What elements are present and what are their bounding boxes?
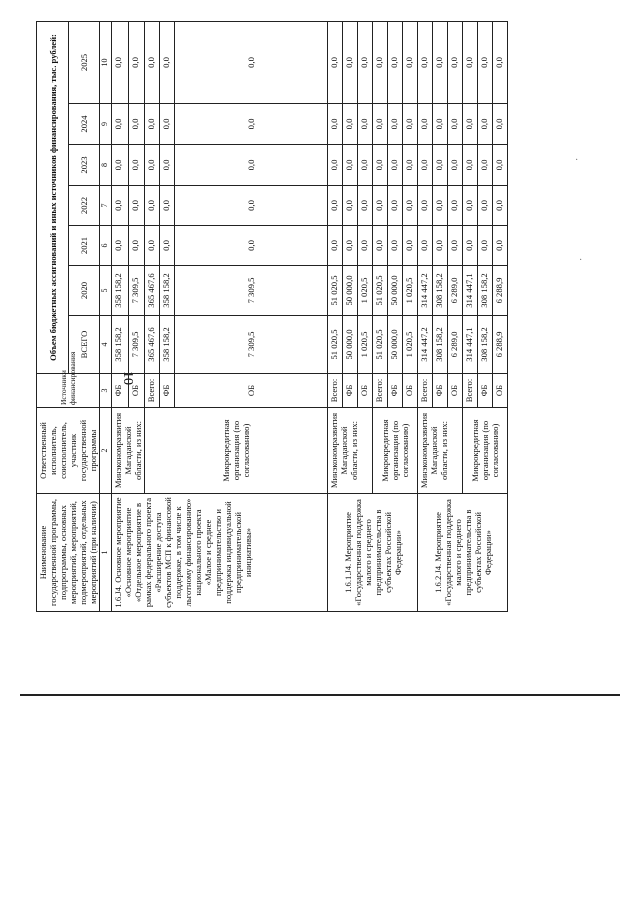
value-cell: 314 447,1 [463, 316, 478, 374]
value-cell: 0,0 [433, 145, 448, 186]
value-cell: 0,0 [358, 104, 373, 145]
value-cell: 6 288,9 [493, 266, 508, 316]
source-cell: ОБ [493, 374, 508, 408]
value-cell: 0,0 [328, 186, 343, 226]
index-cell: 3 [100, 374, 112, 408]
index-cell: 1 [100, 494, 112, 612]
value-cell: 308 158,2 [478, 316, 493, 374]
source-cell: Всего: [145, 374, 160, 408]
value-cell: 0,0 [418, 145, 433, 186]
value-cell: 51 020,5 [328, 316, 343, 374]
value-cell: 0,0 [328, 22, 343, 104]
value-cell: 0,0 [128, 226, 145, 266]
value-cell: 0,0 [145, 145, 160, 186]
value-cell: 50 000,0 [343, 266, 358, 316]
index-cell: 4 [100, 316, 112, 374]
value-cell: 51 020,5 [373, 266, 388, 316]
value-cell: 0,0 [478, 186, 493, 226]
page-number: 10 [120, 371, 135, 385]
source-cell: ФБ [433, 374, 448, 408]
value-cell: 0,0 [145, 22, 160, 104]
value-cell: 0,0 [160, 22, 175, 104]
value-cell: 365 467,6 [145, 316, 160, 374]
value-cell: 0,0 [112, 226, 129, 266]
value-cell: 7 309,5 [128, 316, 145, 374]
value-cell: 358 158,2 [112, 266, 129, 316]
value-cell: 1 020,5 [358, 316, 373, 374]
value-cell: 0,0 [493, 22, 508, 104]
table-row [418, 22, 433, 612]
value-cell: 6 288,9 [493, 316, 508, 374]
index-cell: 7 [100, 186, 112, 226]
value-cell: 0,0 [128, 104, 145, 145]
value-cell: 1 020,5 [358, 266, 373, 316]
value-cell: 0,0 [493, 186, 508, 226]
year-header: ВСЕГО [69, 316, 100, 374]
value-cell: 0,0 [433, 186, 448, 226]
value-cell: 314 447,2 [418, 316, 433, 374]
value-cell: 0,0 [343, 145, 358, 186]
value-cell: 0,0 [175, 104, 328, 145]
financing-table [36, 21, 508, 612]
value-cell: 0,0 [433, 226, 448, 266]
year-header: 2020 [69, 266, 100, 316]
value-cell: 0,0 [373, 22, 388, 104]
value-cell: 0,0 [343, 22, 358, 104]
col-name-header: Наименование государственной программы, подпрограммы, основных мероприятий, мероприятий, подмероприятий, отдельных мероприятий (при наличии) [37, 494, 100, 612]
value-cell: 0,0 [388, 22, 403, 104]
value-cell: 358 158,2 [160, 266, 175, 316]
value-cell: 51 020,5 [328, 266, 343, 316]
value-cell: 0,0 [463, 104, 478, 145]
responsible-cell: Минэкономразвития Магаданской области, из них: [418, 408, 463, 494]
value-cell: 0,0 [343, 186, 358, 226]
value-cell: 0,0 [433, 22, 448, 104]
index-cell: 10 [100, 22, 112, 104]
value-cell: 0,0 [463, 145, 478, 186]
responsible-cell: Микрокредитная организация (по согласованию) [145, 408, 328, 494]
year-header: 2023 [69, 145, 100, 186]
value-cell: 0,0 [373, 226, 388, 266]
year-header: 2021 [69, 226, 100, 266]
value-cell: 0,0 [448, 226, 463, 266]
group-name-cell: 1.6.1.J4. Мероприятие «Государственная поддержка малого и среднего предпринимательства в субъектах Российской Федерации» [328, 494, 418, 612]
rotated-table-wrapper [36, 22, 581, 612]
rotated-table-content [36, 22, 581, 612]
value-cell: 0,0 [160, 186, 175, 226]
source-cell: ФБ [388, 374, 403, 408]
scan-mark: · [575, 155, 579, 166]
index-cell: 5 [100, 266, 112, 316]
value-cell: 0,0 [145, 226, 160, 266]
value-cell: 0,0 [160, 226, 175, 266]
value-cell: 0,0 [160, 104, 175, 145]
source-cell: ОБ [128, 374, 145, 408]
value-cell: 7 309,5 [175, 316, 328, 374]
value-cell: 358 158,2 [112, 316, 129, 374]
value-cell: 0,0 [373, 186, 388, 226]
source-cell: Всего: [328, 374, 343, 408]
value-cell: 308 158,2 [433, 316, 448, 374]
value-cell: 0,0 [463, 226, 478, 266]
value-cell: 50 000,0 [388, 316, 403, 374]
source-cell: ФБ [478, 374, 493, 408]
table-row [112, 22, 129, 612]
value-cell: 0,0 [358, 226, 373, 266]
source-cell: Всего: [418, 374, 433, 408]
value-cell: 0,0 [160, 145, 175, 186]
source-cell: Всего: [373, 374, 388, 408]
value-cell: 0,0 [112, 145, 129, 186]
value-cell: 0,0 [403, 22, 418, 104]
value-cell: 0,0 [388, 186, 403, 226]
source-cell: ФБ [343, 374, 358, 408]
value-cell: 0,0 [343, 226, 358, 266]
value-cell: 0,0 [145, 186, 160, 226]
value-cell: 0,0 [388, 104, 403, 145]
value-cell: 0,0 [128, 145, 145, 186]
value-cell: 0,0 [373, 104, 388, 145]
value-cell: 1 020,5 [403, 266, 418, 316]
value-cell: 0,0 [388, 145, 403, 186]
value-cell: 0,0 [175, 22, 328, 104]
value-cell: 0,0 [418, 22, 433, 104]
value-cell: 0,0 [328, 104, 343, 145]
value-cell: 0,0 [175, 186, 328, 226]
value-cell: 0,0 [373, 145, 388, 186]
value-cell: 314 447,2 [418, 266, 433, 316]
year-header: 2025 [69, 22, 100, 104]
value-cell: 0,0 [418, 104, 433, 145]
value-cell: 308 158,2 [433, 266, 448, 316]
value-cell: 0,0 [112, 186, 129, 226]
value-cell: 0,0 [358, 186, 373, 226]
value-cell: 0,0 [175, 145, 328, 186]
value-cell: 50 000,0 [343, 316, 358, 374]
value-cell: 0,0 [448, 145, 463, 186]
index-cell: 6 [100, 226, 112, 266]
value-cell: 358 158,2 [160, 316, 175, 374]
table-row [328, 22, 343, 612]
responsible-cell: Минэкономразвития Магаданской области, из них: [328, 408, 373, 494]
value-cell: 6 289,0 [448, 316, 463, 374]
value-cell: 0,0 [478, 226, 493, 266]
value-cell: 0,0 [145, 104, 160, 145]
value-cell: 0,0 [448, 22, 463, 104]
index-row [100, 22, 112, 612]
value-cell: 0,0 [112, 22, 129, 104]
value-cell: 0,0 [175, 226, 328, 266]
value-cell: 51 020,5 [373, 316, 388, 374]
index-cell: 8 [100, 145, 112, 186]
group-name-cell: 1.6.J4. Основное мероприятие «Основное мероприятие «Отдельное мероприятие в рамках федерального проекта «Расширение доступа субъектов МСП к финансовой поддержке, в том числе к льготному финансированию» национального проекта «Малое и среднее предпринимательство и поддержка индивидуальной предпринимательской инициативы» [112, 494, 328, 612]
source-cell: ФБ [160, 374, 175, 408]
value-cell: 308 158,2 [478, 266, 493, 316]
value-cell: 0,0 [493, 104, 508, 145]
value-cell: 0,0 [388, 226, 403, 266]
value-cell: 0,0 [478, 104, 493, 145]
index-cell: 9 [100, 104, 112, 145]
value-cell: 0,0 [328, 226, 343, 266]
value-cell: 0,0 [128, 22, 145, 104]
value-cell: 0,0 [418, 226, 433, 266]
source-cell: Всего: [463, 374, 478, 408]
value-cell: 0,0 [478, 145, 493, 186]
responsible-cell: Микрокредитная организация (по согласованию) [463, 408, 508, 494]
source-cell: ОБ [403, 374, 418, 408]
value-cell: 314 447,1 [463, 266, 478, 316]
value-cell: 0,0 [403, 186, 418, 226]
horizontal-rule [20, 694, 620, 696]
value-cell: 0,0 [463, 22, 478, 104]
value-cell: 1 020,5 [403, 316, 418, 374]
year-header: 2022 [69, 186, 100, 226]
year-header: 2024 [69, 104, 100, 145]
value-cell: 0,0 [463, 186, 478, 226]
index-cell: 2 [100, 408, 112, 494]
value-cell: 0,0 [403, 145, 418, 186]
value-cell: 0,0 [128, 186, 145, 226]
source-cell: ФБ [112, 374, 129, 408]
col-src-header: Источники финансирования [37, 374, 100, 408]
source-cell: ОБ [175, 374, 328, 408]
value-cell: 6 289,0 [448, 266, 463, 316]
responsible-cell: Микрокредитная организация (по согласованию) [373, 408, 418, 494]
value-cell: 0,0 [403, 226, 418, 266]
source-cell: ОБ [358, 374, 373, 408]
col-resp-header: Ответственный исполнитель, соисполнитель, участник государственной программы [37, 408, 100, 494]
value-cell: 0,0 [418, 186, 433, 226]
responsible-cell: Минэкономразвития Магаданской области, из них: [112, 408, 145, 494]
source-cell: ОБ [448, 374, 463, 408]
scan-mark: · [579, 255, 583, 266]
value-cell: 0,0 [112, 104, 129, 145]
header-row-1 [37, 22, 69, 612]
value-cell: 0,0 [493, 145, 508, 186]
value-cell: 0,0 [448, 104, 463, 145]
value-cell: 7 309,5 [128, 266, 145, 316]
value-cell: 0,0 [478, 22, 493, 104]
col-volume-header: Объем бюджетных ассигнований и иных источников финансирования, тыс. рублей: [37, 22, 69, 374]
value-cell: 0,0 [343, 104, 358, 145]
value-cell: 0,0 [433, 104, 448, 145]
value-cell: 0,0 [328, 145, 343, 186]
value-cell: 365 467,6 [145, 266, 160, 316]
value-cell: 50 000,0 [388, 266, 403, 316]
value-cell: 0,0 [358, 145, 373, 186]
value-cell: 0,0 [403, 104, 418, 145]
value-cell: 0,0 [493, 226, 508, 266]
value-cell: 0,0 [448, 186, 463, 226]
value-cell: 7 309,5 [175, 266, 328, 316]
value-cell: 0,0 [358, 22, 373, 104]
group-name-cell: 1.6.2.J4. Мероприятие «Государственная поддержка малого и среднего предпринимательства в субъектах Российской Федерации» [418, 494, 508, 612]
